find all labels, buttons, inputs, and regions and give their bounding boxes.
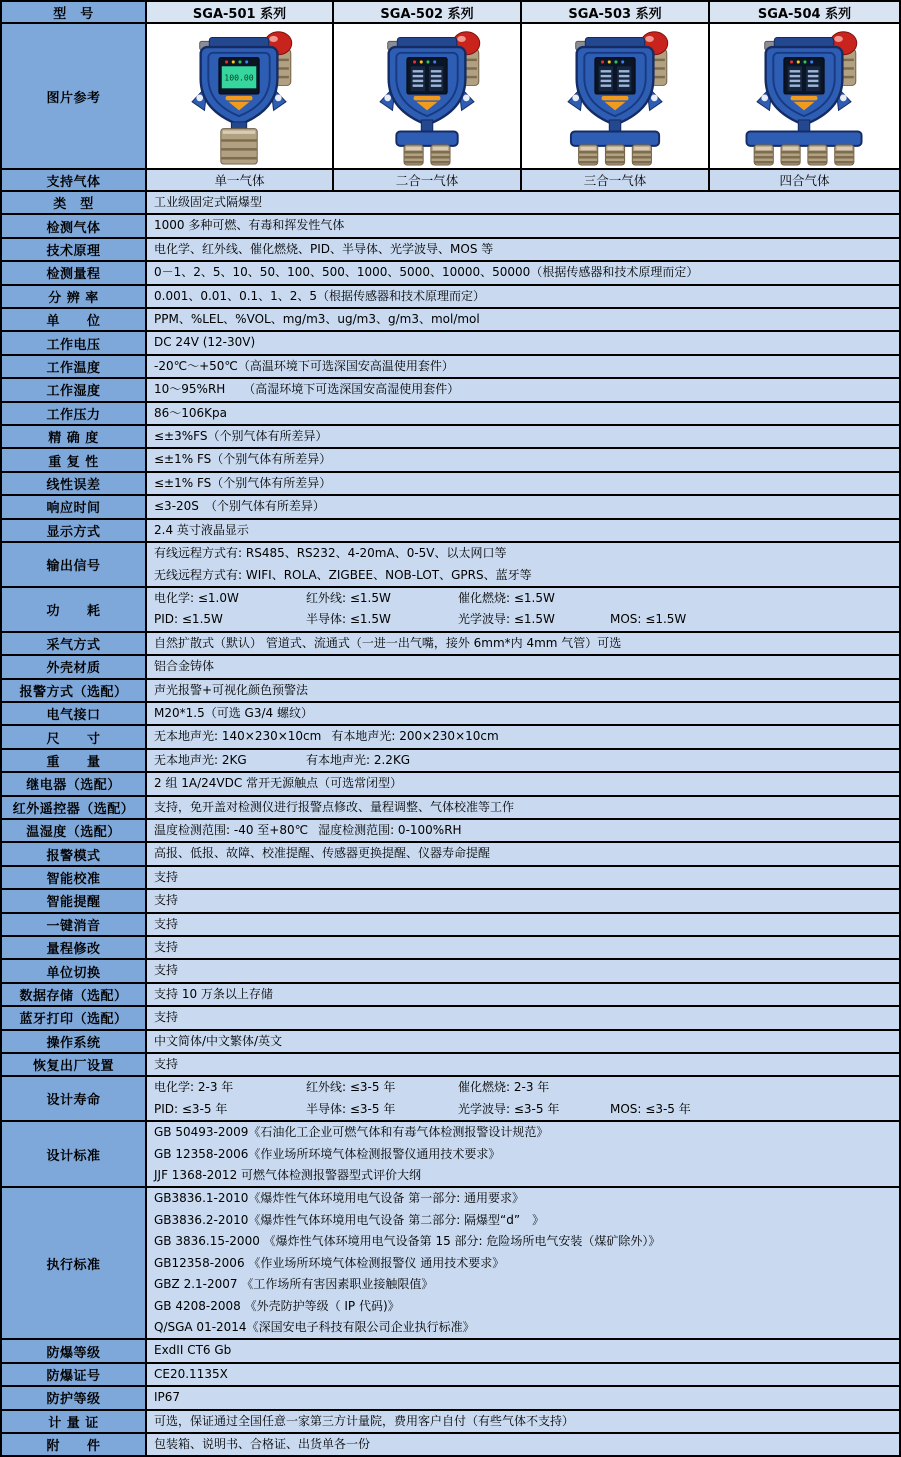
spec-row-value bbox=[146, 679, 900, 702]
spec-line bbox=[154, 1231, 892, 1252]
spec-row-value bbox=[146, 1030, 900, 1053]
spec-row-value bbox=[146, 1339, 900, 1362]
spec-text: MOS: ≤3-5 年 bbox=[610, 1101, 691, 1116]
spec-line bbox=[154, 1077, 892, 1098]
spec-row bbox=[1, 1386, 900, 1409]
spec-line bbox=[154, 356, 892, 377]
spec-row-label: 电气接口 bbox=[1, 702, 146, 725]
spec-row-value bbox=[146, 308, 900, 331]
spec-text: 支持 bbox=[154, 1010, 179, 1025]
spec-row-label: 尺 寸 bbox=[1, 725, 146, 748]
spec-text: 包装箱、说明书、合格证、出货单各一份 bbox=[154, 1436, 371, 1451]
spec-text: 86～106Kpa bbox=[154, 405, 228, 420]
spec-row-value bbox=[146, 889, 900, 912]
spec-row-value bbox=[146, 261, 900, 284]
detector-illustration bbox=[525, 26, 706, 166]
spec-row bbox=[1, 402, 900, 425]
spec-row bbox=[1, 842, 900, 865]
spec-line bbox=[154, 1007, 892, 1028]
spec-text: 支持 10 万条以上存储 bbox=[154, 986, 273, 1001]
spec-row-label: 单位切换 bbox=[1, 959, 146, 982]
spec-row-label: 智能校准 bbox=[1, 866, 146, 889]
spec-text: ≤±1% FS（个别气体有所差异） bbox=[154, 452, 332, 467]
spec-text: ≤±3%FS（个别气体有所差异） bbox=[154, 429, 328, 444]
model-header-sga-501: SGA-501 系列 bbox=[146, 1, 333, 23]
spec-line bbox=[154, 262, 892, 283]
spec-line bbox=[154, 633, 892, 654]
spec-line bbox=[154, 1364, 892, 1385]
spec-text: DC 24V (12-30V) bbox=[154, 335, 256, 350]
spec-line bbox=[154, 1031, 892, 1052]
sensor-probe-icon bbox=[632, 145, 651, 165]
spec-row bbox=[1, 1006, 900, 1029]
spec-row-value bbox=[146, 819, 900, 842]
spec-line bbox=[154, 543, 892, 564]
spec-text: 10～95%RH （高湿环境下可选深国安高湿使用套件） bbox=[154, 382, 460, 397]
spec-line bbox=[154, 379, 892, 400]
spec-line bbox=[154, 403, 892, 424]
spec-text: GB12358-2006 《作业场所环境气体检测报警仪 通用技术要求》 bbox=[154, 1255, 505, 1270]
product-image-sga-504 bbox=[709, 23, 900, 169]
spec-line bbox=[154, 984, 892, 1005]
gas-count-sga-503: 三合一气体 bbox=[521, 169, 709, 191]
spec-line bbox=[154, 1411, 892, 1432]
spec-line bbox=[154, 1340, 892, 1361]
spec-row bbox=[1, 308, 900, 331]
sensor-probe-icon bbox=[404, 145, 423, 165]
spec-row-label: 操作系统 bbox=[1, 1030, 146, 1053]
spec-line bbox=[154, 890, 892, 911]
spec-row-label: 分 辨 率 bbox=[1, 285, 146, 308]
spec-line bbox=[154, 1253, 892, 1274]
spec-text: -20℃～+50℃（高温环境下可选深国安高温使用套件） bbox=[154, 358, 454, 373]
product-image-sga-502 bbox=[333, 23, 521, 169]
spec-row-label: 设计寿命 bbox=[1, 1076, 146, 1121]
spec-row bbox=[1, 495, 900, 518]
spec-row-value bbox=[146, 1363, 900, 1386]
spec-row bbox=[1, 472, 900, 495]
spec-text: 高报、低报、故障、校准提醒、传感器更换提醒、仪器寿命提醒 bbox=[154, 846, 491, 861]
spec-row-label: 数据存储（选配） bbox=[1, 983, 146, 1006]
spec-text: 光学波导: ≤1.5W bbox=[458, 612, 555, 627]
spec-text: 支持，免开盖对检测仪进行报警点修改、量程调整、气体校准等工作 bbox=[154, 799, 515, 814]
product-image-sga-501 bbox=[146, 23, 333, 169]
spec-text: IP67 bbox=[154, 1390, 181, 1405]
spec-row-value bbox=[146, 866, 900, 889]
spec-line bbox=[154, 426, 892, 447]
spec-row bbox=[1, 749, 900, 772]
spec-row-value bbox=[146, 331, 900, 354]
spec-row-label: 温湿度（选配） bbox=[1, 819, 146, 842]
spec-row-value bbox=[146, 355, 900, 378]
spec-row-label: 工作压力 bbox=[1, 402, 146, 425]
spec-row-label: 继电器（选配） bbox=[1, 772, 146, 795]
spec-line bbox=[154, 1165, 892, 1186]
spec-row bbox=[1, 1121, 900, 1187]
spec-text: 光学波导: ≤3-5 年 bbox=[458, 1101, 560, 1116]
spec-row-value bbox=[146, 725, 900, 748]
spec-row-label: 恢复出厂设置 bbox=[1, 1053, 146, 1076]
sensor-probe-icon bbox=[835, 145, 854, 165]
spec-row-value bbox=[146, 472, 900, 495]
gas-count-sga-501: 单一气体 bbox=[146, 169, 333, 191]
sensor-probe-icon bbox=[430, 145, 449, 165]
spec-text: ExdII CT6 Gb bbox=[154, 1343, 232, 1358]
spec-text: GB3836.1-2010《爆炸性气体环境用电气设备 第一部分: 通用要求》 bbox=[154, 1191, 525, 1206]
gas-count-sga-504: 四合气体 bbox=[709, 169, 900, 191]
spec-row bbox=[1, 587, 900, 632]
spec-row-label: 技术原理 bbox=[1, 238, 146, 261]
spec-row-value bbox=[146, 285, 900, 308]
spec-text: 声光报警+可视化颜色预警法 bbox=[154, 682, 309, 697]
spec-text: CE20.1135X bbox=[154, 1366, 228, 1381]
spec-text: 支持 bbox=[154, 869, 179, 884]
spec-row bbox=[1, 331, 900, 354]
spec-row-label: 蓝牙打印（选配） bbox=[1, 1006, 146, 1029]
spec-row bbox=[1, 542, 900, 587]
spec-text: M20*1.5（可选 G3/4 螺纹） bbox=[154, 705, 313, 720]
product-image-sga-503 bbox=[521, 23, 709, 169]
spec-row bbox=[1, 913, 900, 936]
spec-line bbox=[154, 1274, 892, 1295]
spec-row bbox=[1, 1410, 900, 1433]
image-row bbox=[1, 23, 900, 169]
model-header-sga-502: SGA-502 系列 bbox=[333, 1, 521, 23]
spec-row-label: 报警方式（选配） bbox=[1, 679, 146, 702]
spec-row-value bbox=[146, 936, 900, 959]
spec-row bbox=[1, 1339, 900, 1362]
spec-row bbox=[1, 378, 900, 401]
spec-row-value bbox=[146, 749, 900, 772]
spec-line bbox=[154, 680, 892, 701]
spec-row-value bbox=[146, 796, 900, 819]
sensor-probe-icon bbox=[781, 145, 800, 165]
spec-text: GB 12358-2006《作业场所环境气体检测报警仪通用技术要求》 bbox=[154, 1146, 501, 1161]
spec-text: 无线远程方式有: WIFI、ROLA、ZIGBEE、NOB-LOT、GPRS、蓝牙等 bbox=[154, 567, 532, 582]
spec-line bbox=[154, 1122, 892, 1143]
spec-row bbox=[1, 796, 900, 819]
sensor-probe-icon bbox=[221, 129, 257, 164]
spec-row-value bbox=[146, 519, 900, 542]
spec-text: 电化学、红外线、催化燃烧、PID、半导体、光学波导、MOS 等 bbox=[154, 241, 494, 256]
spec-row-label: 单 位 bbox=[1, 308, 146, 331]
spec-line bbox=[154, 609, 892, 630]
model-row-label: 型 号 bbox=[1, 1, 146, 23]
spec-text: 2 组 1A/24VDC 常开无源触点（可选常闭型） bbox=[154, 776, 403, 791]
model-header-sga-503: SGA-503 系列 bbox=[521, 1, 709, 23]
spec-row-label: 功 耗 bbox=[1, 587, 146, 632]
spec-row-value bbox=[146, 378, 900, 401]
spec-row-value bbox=[146, 191, 900, 214]
spec-text: 有线远程方式有: RS485、RS232、4-20mA、0-5V、以太网口等 bbox=[154, 546, 507, 561]
spec-row-label: 防护等级 bbox=[1, 1386, 146, 1409]
spec-row-value bbox=[146, 425, 900, 448]
spec-row bbox=[1, 866, 900, 889]
spec-row-value bbox=[146, 495, 900, 518]
spec-text: 支持 bbox=[154, 940, 179, 954]
spec-text: PID: ≤1.5W bbox=[154, 612, 223, 627]
spec-line bbox=[154, 1210, 892, 1231]
spec-text: 支持 bbox=[154, 893, 179, 908]
spec-text: 无本地声光: 140×230×10cm bbox=[154, 729, 322, 744]
gas-count-sga-502: 二合一气体 bbox=[333, 169, 521, 191]
screen-reading: 100.00 bbox=[224, 72, 254, 83]
spec-line bbox=[154, 192, 892, 213]
spec-row-value bbox=[146, 587, 900, 632]
spec-text: 可选，保证通过全国任意一家第三方计量院，费用客户自付（有些气体不支持） bbox=[154, 1413, 575, 1428]
spec-row bbox=[1, 425, 900, 448]
spec-row-label: 附 件 bbox=[1, 1433, 146, 1456]
spec-row-label: 外壳材质 bbox=[1, 655, 146, 678]
spec-text: GB 4208-2008 《外壳防护等级（ IP 代码)》 bbox=[154, 1298, 400, 1313]
spec-text: MOS: ≤1.5W bbox=[610, 612, 687, 627]
header-row bbox=[1, 1, 900, 23]
spec-row-value bbox=[146, 1187, 900, 1339]
spec-text: 1000 多种可燃、有毒和挥发性气体 bbox=[154, 218, 345, 233]
spec-row-value bbox=[146, 238, 900, 261]
spec-text: 催化燃烧: ≤1.5W bbox=[458, 590, 555, 605]
spec-text: 0.001、0.01、0.1、1、2、5（根据传感器和技术原理而定） bbox=[154, 288, 486, 303]
spec-line bbox=[154, 1387, 892, 1408]
spec-row bbox=[1, 725, 900, 748]
spec-text: 0－1、2、5、10、50、100、500、1000、5000、10000、50000（根据传感器和技术原理而定） bbox=[154, 265, 699, 280]
spec-line bbox=[154, 820, 892, 841]
spec-line bbox=[154, 588, 892, 609]
spec-line bbox=[154, 726, 892, 747]
spec-row-label: 执行标准 bbox=[1, 1187, 146, 1339]
spec-row-value bbox=[146, 1121, 900, 1187]
spec-row-value bbox=[146, 1386, 900, 1409]
spec-row-label: 工作湿度 bbox=[1, 378, 146, 401]
spec-line bbox=[154, 309, 892, 330]
spec-row bbox=[1, 214, 900, 237]
spec-row-value bbox=[146, 1006, 900, 1029]
spec-row-value bbox=[146, 842, 900, 865]
spec-text: 无本地声光: 2KG bbox=[154, 752, 247, 767]
spec-row bbox=[1, 448, 900, 471]
spec-line bbox=[154, 1296, 892, 1317]
spec-text: GBZ 2.1-2007 《工作场所有害因素职业接触限值》 bbox=[154, 1277, 434, 1292]
spec-text: 支持 bbox=[154, 916, 179, 931]
spec-row-value bbox=[146, 983, 900, 1006]
spec-row-label: 智能提醒 bbox=[1, 889, 146, 912]
spec-row-label: 量程修改 bbox=[1, 936, 146, 959]
spec-line bbox=[154, 520, 892, 541]
spec-row-label: 重 量 bbox=[1, 749, 146, 772]
spec-line bbox=[154, 750, 892, 771]
spec-row bbox=[1, 702, 900, 725]
spec-text: 中文简体/中文繁体/英文 bbox=[154, 1033, 283, 1048]
spec-line bbox=[154, 1434, 892, 1455]
spec-row bbox=[1, 1433, 900, 1456]
spec-row-value bbox=[146, 1053, 900, 1076]
spec-line bbox=[154, 332, 892, 353]
spec-row bbox=[1, 191, 900, 214]
spec-text: 红外线: ≤1.5W bbox=[306, 590, 391, 605]
spec-line bbox=[154, 797, 892, 818]
spec-line bbox=[154, 914, 892, 935]
spec-text: 自然扩散式（默认） 管道式、流通式（一进一出气嘴，接外 6mm*内 4mm 气管）可选 bbox=[154, 635, 622, 650]
spec-line bbox=[154, 773, 892, 794]
spec-row-label: 一键消音 bbox=[1, 913, 146, 936]
sensor-probe-icon bbox=[578, 145, 597, 165]
spec-row bbox=[1, 1053, 900, 1076]
sensor-probe-icon bbox=[754, 145, 773, 165]
model-header-sga-504: SGA-504 系列 bbox=[709, 1, 900, 23]
image-row-label: 图片参考 bbox=[1, 23, 146, 169]
spec-row-label: 设计标准 bbox=[1, 1121, 146, 1187]
spec-row-value bbox=[146, 214, 900, 237]
spec-text: PID: ≤3-5 年 bbox=[154, 1101, 228, 1116]
spec-row-value bbox=[146, 655, 900, 678]
spec-row-value bbox=[146, 913, 900, 936]
spec-text: 电化学: ≤1.0W bbox=[154, 590, 239, 605]
spec-row-label: 检测气体 bbox=[1, 214, 146, 237]
spec-line bbox=[154, 960, 892, 981]
spec-row-label: 重 复 性 bbox=[1, 448, 146, 471]
spec-line bbox=[154, 473, 892, 494]
spec-line bbox=[154, 215, 892, 236]
spec-row bbox=[1, 936, 900, 959]
spec-row-label: 响应时间 bbox=[1, 495, 146, 518]
spec-text: 电化学: 2-3 年 bbox=[154, 1080, 234, 1095]
spec-text: 支持 bbox=[154, 963, 179, 978]
spec-row-label: 采气方式 bbox=[1, 632, 146, 655]
spec-row bbox=[1, 519, 900, 542]
spec-row-value bbox=[146, 1433, 900, 1456]
detector-illustration bbox=[714, 26, 895, 166]
spec-line bbox=[154, 1188, 892, 1209]
spec-row-label: 报警模式 bbox=[1, 842, 146, 865]
spec-line bbox=[154, 703, 892, 724]
spec-text: 半导体: ≤1.5W bbox=[306, 612, 391, 627]
spec-line bbox=[154, 1317, 892, 1338]
spec-row bbox=[1, 1363, 900, 1386]
spec-row-value bbox=[146, 959, 900, 982]
spec-row bbox=[1, 285, 900, 308]
spec-row-label: 工作温度 bbox=[1, 355, 146, 378]
spec-text: PPM、%LEL、%VOL、mg/m3、ug/m3、g/m3、mol/mol bbox=[154, 312, 480, 327]
sensor-probe-icon bbox=[605, 145, 624, 165]
spec-text: GB 3836.15-2000 《爆炸性气体环境用电气设备第 15 部分: 危险场所电气安装（煤矿除外）》 bbox=[154, 1234, 661, 1249]
spec-text: 有本地声光: 200×230×10cm bbox=[331, 729, 499, 744]
spec-row bbox=[1, 655, 900, 678]
spec-line bbox=[154, 1099, 892, 1120]
spec-line bbox=[154, 937, 892, 958]
spec-row-label: 输出信号 bbox=[1, 542, 146, 587]
spec-row-value bbox=[146, 542, 900, 587]
spec-text: 红外线: ≤3-5 年 bbox=[306, 1080, 396, 1095]
spec-row bbox=[1, 632, 900, 655]
spec-line bbox=[154, 449, 892, 470]
spec-line bbox=[154, 1144, 892, 1165]
spec-text: ≤3-20S （个别气体有所差异） bbox=[154, 499, 325, 514]
spec-row bbox=[1, 679, 900, 702]
spec-row-label: 检测量程 bbox=[1, 261, 146, 284]
spec-row-label: 防爆等级 bbox=[1, 1339, 146, 1362]
spec-row-label: 线性误差 bbox=[1, 472, 146, 495]
spec-text: ≤±1% FS（个别气体有所差异） bbox=[154, 475, 332, 490]
spec-line bbox=[154, 843, 892, 864]
spec-line bbox=[154, 565, 892, 586]
spec-text: 催化燃烧: 2-3 年 bbox=[458, 1080, 550, 1095]
spec-row bbox=[1, 772, 900, 795]
spec-text: 2.4 英寸液晶显示 bbox=[154, 522, 249, 537]
spec-row-value bbox=[146, 772, 900, 795]
spec-text: 工业级固定式隔爆型 bbox=[154, 195, 263, 209]
gas-row-label: 支持气体 bbox=[1, 169, 146, 191]
spec-row-value bbox=[146, 448, 900, 471]
spec-text: JJF 1368-2012 可燃气体检测报警器型式评价大纲 bbox=[154, 1168, 422, 1183]
spec-row-label: 精 确 度 bbox=[1, 425, 146, 448]
sensor-probe-icon bbox=[808, 145, 827, 165]
spec-text: 支持 bbox=[154, 1057, 179, 1072]
spec-row-value bbox=[146, 702, 900, 725]
spec-row bbox=[1, 889, 900, 912]
spec-row bbox=[1, 1076, 900, 1121]
spec-text: 有本地声光: 2.2KG bbox=[306, 752, 411, 767]
spec-row bbox=[1, 959, 900, 982]
spec-row-label: 计 量 证 bbox=[1, 1410, 146, 1433]
spec-line bbox=[154, 656, 892, 677]
spec-line bbox=[154, 496, 892, 517]
spec-row-label: 工作电压 bbox=[1, 331, 146, 354]
spec-row bbox=[1, 261, 900, 284]
spec-text: 铝合金铸体 bbox=[154, 659, 215, 674]
spec-text: GB3836.2-2010《爆炸性气体环境用电气设备 第二部分: 隔爆型“d” 》 bbox=[154, 1212, 545, 1227]
spec-line bbox=[154, 286, 892, 307]
spec-line bbox=[154, 239, 892, 260]
spec-row-value bbox=[146, 632, 900, 655]
spec-text: Q/SGA 01-2014《深国安电子科技有限公司企业执行标准》 bbox=[154, 1319, 475, 1334]
spec-row-value bbox=[146, 1410, 900, 1433]
spec-row bbox=[1, 1187, 900, 1339]
detector-illustration bbox=[337, 26, 518, 166]
spec-text: 湿度检测范围: 0-100%RH bbox=[318, 822, 462, 837]
spec-line bbox=[154, 1054, 892, 1075]
spec-row bbox=[1, 819, 900, 842]
spec-row-label: 防爆证号 bbox=[1, 1363, 146, 1386]
spec-text: 半导体: ≤3-5 年 bbox=[306, 1101, 396, 1116]
spec-row bbox=[1, 355, 900, 378]
spec-row-value bbox=[146, 1076, 900, 1121]
spec-row bbox=[1, 1030, 900, 1053]
spec-text: 温度检测范围: -40 至+80℃ bbox=[154, 822, 309, 837]
spec-row-value bbox=[146, 402, 900, 425]
detector-illustration bbox=[149, 26, 330, 166]
spec-row bbox=[1, 983, 900, 1006]
spec-text: GB 50493-2009《石油化工企业可燃气体和有毒气体检测报警设计规范》 bbox=[154, 1125, 549, 1140]
spec-row-label: 类 型 bbox=[1, 191, 146, 214]
spec-line bbox=[154, 867, 892, 888]
spec-row bbox=[1, 238, 900, 261]
spec-row-label: 显示方式 bbox=[1, 519, 146, 542]
spec-row-label: 红外遥控器（选配） bbox=[1, 796, 146, 819]
supported-gas-row bbox=[1, 169, 900, 191]
